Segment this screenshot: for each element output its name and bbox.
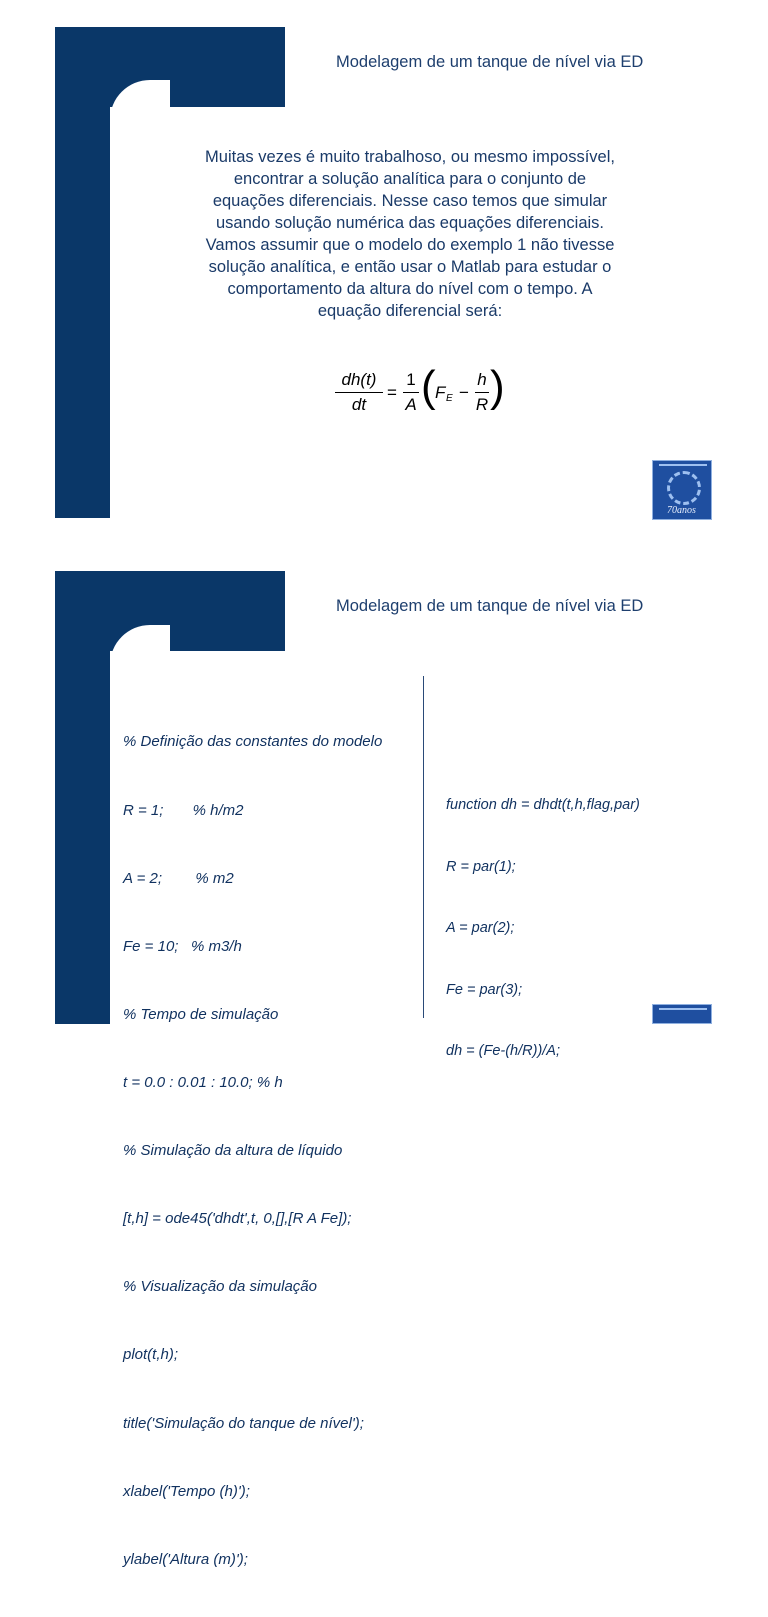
coef-denominator: A <box>405 395 417 414</box>
matlab-script-code <box>123 686 423 1617</box>
equals-sign: = <box>387 383 397 402</box>
left-paren: ( <box>421 362 436 411</box>
slide-2 <box>0 568 768 1568</box>
code-line: title('Simulação do tanque de nível'); <box>123 1414 364 1432</box>
code-line: xlabel('Tempo (h)'); <box>123 1482 250 1500</box>
code-line: [t,h] = ode45('dhdt',t, 0,[],[R A Fe]); <box>123 1210 352 1228</box>
coef-numerator: 1 <box>406 370 416 389</box>
paragraph-line: equação diferencial será: <box>317 302 503 320</box>
matlab-function-code <box>446 754 746 1103</box>
code-line: % Tempo de simulação <box>123 1005 279 1023</box>
slide-1 <box>0 0 768 530</box>
frame-top-bar <box>55 27 285 107</box>
term-f: F <box>435 383 446 402</box>
paragraph-line: equações diferenciais. Nesse caso temos que simular <box>212 192 608 210</box>
gear-logo-icon <box>652 460 712 520</box>
code-line: % Visualização da simulação <box>123 1278 317 1296</box>
paragraph-line: comportamento da altura do nível com o tempo. A <box>227 280 593 298</box>
right-paren: ) <box>490 362 505 411</box>
column-divider <box>423 676 424 1018</box>
lhs-fraction <box>335 370 383 415</box>
code-line: ylabel('Altura (m)'); <box>123 1550 248 1568</box>
body-paragraph <box>170 146 650 322</box>
code-line: function dh = dhdt(t,h,flag,par) <box>446 797 640 813</box>
code-line: % Simulação da altura de líquido <box>123 1142 343 1160</box>
code-line: t = 0.0 : 0.01 : 10.0; % h <box>123 1073 283 1091</box>
minus-sign: − <box>459 383 469 402</box>
term-f-subscript: E <box>446 393 453 404</box>
paragraph-line: usando solução numérica das equações diferenciais. <box>216 214 604 232</box>
lhs-denominator: dt <box>351 395 367 414</box>
coef-fraction <box>403 370 419 415</box>
paragraph-line: Muitas vezes é muito trabalhoso, ou mesmo impossível, <box>205 148 615 166</box>
paragraph-line: Vamos assumir que o modelo do exemplo 1 não tivesse <box>205 236 615 254</box>
code-line: A = 2; % m2 <box>123 869 234 887</box>
r-denominator: R <box>475 395 489 414</box>
paragraph-line: encontrar a solução analítica para o conjunto de <box>233 170 587 188</box>
differential-equation <box>335 362 515 435</box>
h-over-r-fraction <box>475 370 489 415</box>
gear-logo-icon <box>652 1004 712 1024</box>
code-line: R = par(1); <box>446 858 516 875</box>
slide-title: Modelagem de um tanque de nível via ED <box>336 53 644 71</box>
lhs-numerator: dh(t) <box>341 370 377 389</box>
logo-text: 70anos <box>667 505 696 516</box>
slide-title: Modelagem de um tanque de nível via ED <box>336 597 644 615</box>
h-numerator: h <box>477 370 487 389</box>
code-line: plot(t,h); <box>123 1346 179 1364</box>
code-line: dh = (Fe-(h/R))/A; <box>446 1043 561 1059</box>
code-line: % Definição das constantes do modelo <box>123 733 383 751</box>
paragraph-line: solução analítica, e então usar o Matlab para estudar o <box>208 258 612 276</box>
frame-top-bar <box>55 571 285 651</box>
code-line: A = par(2); <box>446 920 515 936</box>
code-line: Fe = par(3); <box>446 981 523 998</box>
code-line: R = 1; % h/m2 <box>123 801 244 819</box>
code-line: Fe = 10; % m3/h <box>123 937 242 955</box>
